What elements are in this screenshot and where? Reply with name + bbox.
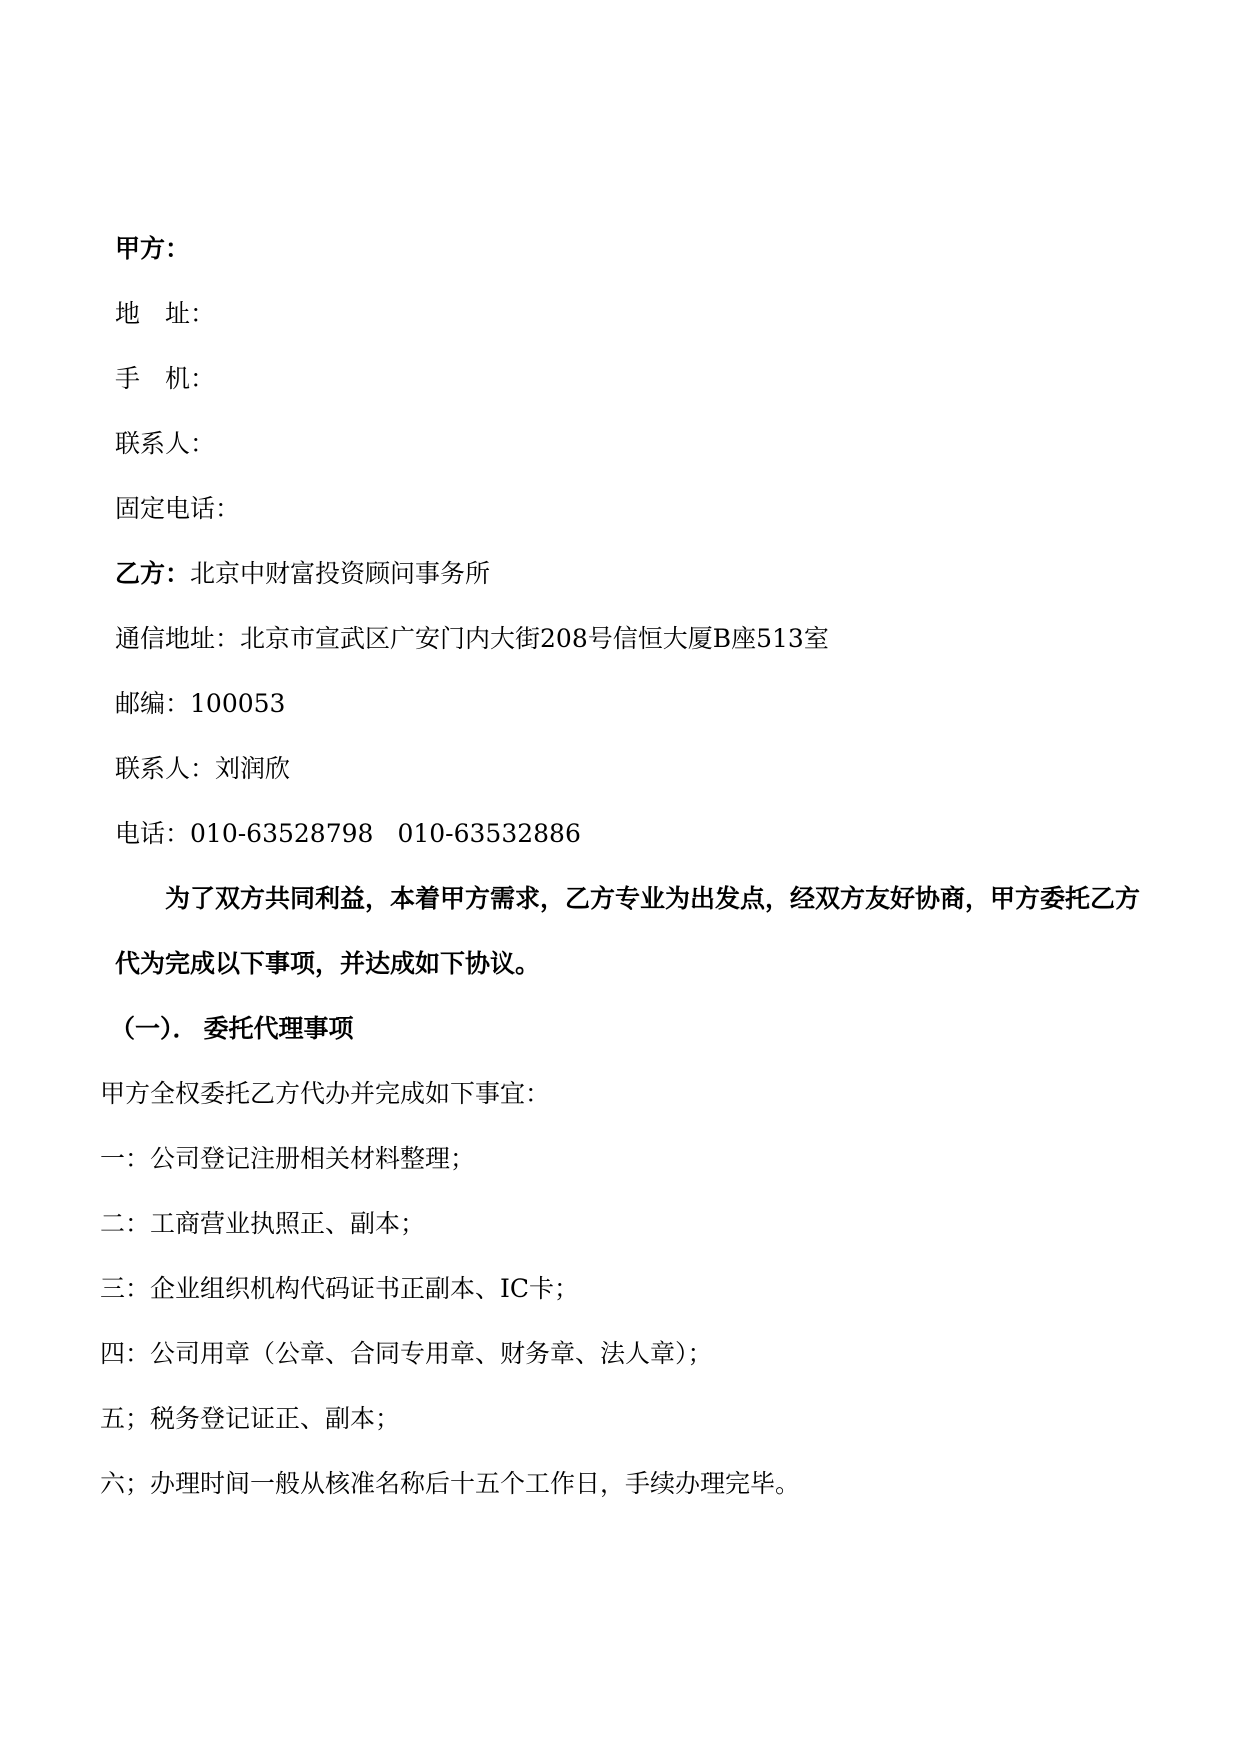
section-1-item: 二：工商营业执照正、副本； <box>100 1209 426 1238</box>
party-a-title: 甲方： <box>115 234 191 263</box>
party-b-name: 北京中财富投资顾问事务所 <box>190 559 491 588</box>
party-b-contact-label: 联系人： <box>115 754 216 783</box>
section-1-heading <box>0 996 1241 1061</box>
party-b-line <box>0 541 1241 606</box>
section-1-number: （一）． <box>110 1014 198 1043</box>
party-b-address-label: 通信地址： <box>115 624 241 653</box>
section-1-item: 一：公司登记注册相关材料整理； <box>100 1144 476 1173</box>
party-b-phone-2: 010-63532886 <box>397 819 581 848</box>
section-1-title: 委托代理事项 <box>203 1014 354 1043</box>
party-b-phone-label: 电话： <box>115 819 191 848</box>
section-1-intro: 甲方全权委托乙方代办并完成如下事宜： <box>100 1079 551 1108</box>
party-b-postcode: 100053 <box>190 689 286 718</box>
party-b-phone-line <box>0 801 1241 866</box>
party-b-address: 北京市宣武区广安门内大街208号信恒大厦B座513室 <box>240 624 829 653</box>
section-1-item: 三：企业组织机构代码证书正副本、IC卡； <box>100 1274 580 1303</box>
party-b-title: 乙方： <box>115 559 191 588</box>
party-b-contact: 刘润欣 <box>215 754 291 783</box>
section-1-item: 六；办理时间一般从核准名称后十五个工作日，手续办理完毕。 <box>100 1469 801 1498</box>
contract-body <box>0 216 1241 1516</box>
party-a-mobile-label: 手 机： <box>115 364 216 393</box>
party-b-phone-1: 010-63528798 <box>190 819 374 848</box>
party-b-postcode-label: 邮编： <box>115 689 191 718</box>
party-a-address-label: 地 址： <box>115 299 216 328</box>
party-a-landline-label: 固定电话： <box>115 494 241 523</box>
preamble-paragraph: 为了双方共同利益，本着甲方需求，乙方专业为出发点，经双方友好协商，甲方委托乙方代为完成以下事项，并达成如下协议。 <box>115 884 1141 978</box>
party-b-contact-line <box>0 736 1241 801</box>
party-b-address-line <box>0 606 1241 671</box>
section-1-item: 四：公司用章（公章、合同专用章、财务章、法人章）； <box>100 1339 713 1368</box>
section-1-item: 五；税务登记证正、副本； <box>100 1404 401 1433</box>
party-b-postcode-line <box>0 671 1241 736</box>
party-a-contact-label: 联系人： <box>115 429 216 458</box>
